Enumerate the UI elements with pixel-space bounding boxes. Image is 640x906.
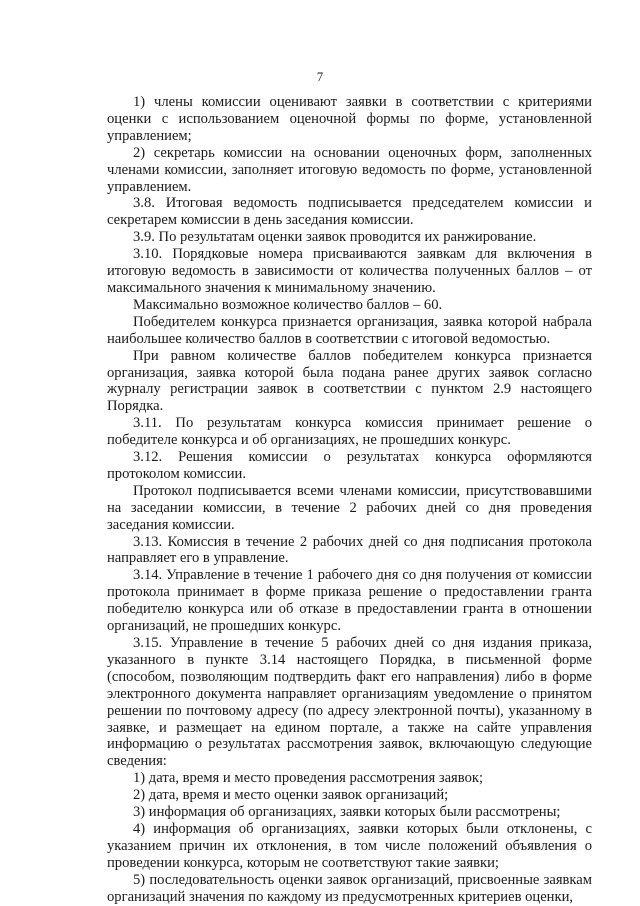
paragraph-equal-score: При равном количестве баллов победителем конкурса признается организация, заявка которой была подана ранее других заявок согласно журналу регистрации заявок в соответствии с пунктом 2.9 настоящего Порядка. xyxy=(107,347,592,415)
list-item-2-evaluation-date: 2) дата, время и место оценки заявок организаций; xyxy=(133,787,449,804)
paragraph-3-15: 3.15. Управление в течение 5 рабочих дней со дня издания приказа, указанного в пункте 3.14 настоящего Порядка, в письменной форме (способом, позволяющим подтвердить факт его направления) либо в форме электронного документа направляет организациям уведомление о принятом решении по почтовому адресу (по адресу электронной почты), указанному в заявке, и размещает на едином портале, а также на сайте управления информацию о результатах рассмотрения заявок, включающую следующие сведения: xyxy=(107,635,592,770)
list-item-1-review-date: 1) дата, время и место проведения рассмотрения заявок; xyxy=(133,770,484,787)
paragraph-3-8: 3.8. Итоговая ведомость подписывается председателем комиссии и секретарем комиссии в день заседания комиссии. xyxy=(107,195,592,229)
paragraph-protocol-signing: Протокол подписывается всеми членами комиссии, присутствовавшими на заседании комиссии, в течение 2 рабочих дней со дня проведения заседания комиссии. xyxy=(107,482,592,533)
paragraph-3-9: 3.9. По результатам оценки заявок проводится их ранжирование. xyxy=(133,229,537,246)
paragraph-3-11: 3.11. По результатам конкурса комиссия принимает решение о победителе конкурса и об организациях, не прошедших конкурс. xyxy=(107,415,592,449)
paragraph-winner: Победителем конкурса признается организация, заявка которой набрала наибольшее количество баллов в соответствии с итоговой ведомостью. xyxy=(107,313,592,347)
paragraph-3-13: 3.13. Комиссия в течение 2 рабочих дней со дня подписания протокола направляет его в управление. xyxy=(107,533,592,567)
page-number: 7 xyxy=(316,70,324,84)
list-item-3-reviewed-orgs: 3) информация об организациях, заявки которых были рассмотрены; xyxy=(133,804,561,821)
paragraph-3-10: 3.10. Порядковые номера присваиваются заявкам для включения в итоговую ведомость в зависимости от количества полученных баллов – от максимального значения к минимальному значению. xyxy=(107,246,592,296)
paragraph-item-1-members: 1) члены комиссии оценивают заявки в соответствии с критериями оценки с использованием оценочной формы по форме, установленной управлением; xyxy=(107,94,592,144)
paragraph-3-14: 3.14. Управление в течение 1 рабочего дня со дня получения от комиссии протокола принимает в форме приказа решение о предоставлении гранта победителю конкурса или об отказе в предоставлении гранта в отношении организаций, не прошедших конкурс. xyxy=(107,567,592,635)
paragraph-3-12: 3.12. Решения комиссии о результатах конкурса оформляются протоколом комиссии. xyxy=(107,449,592,482)
paragraph-item-2-secretary: 2) секретарь комиссии на основании оценочных форм, заполненных членами комиссии, заполняет итоговую ведомость по форме, установленной управлением. xyxy=(107,144,592,195)
list-item-5-evaluation-sequence: 5) последовательность оценки заявок организаций, присвоенные заявкам организаций значения по каждому из предусмотренных критериев оценки, xyxy=(107,871,592,905)
paragraph-max-score: Максимально возможное количество баллов – 60. xyxy=(133,296,443,313)
document-body xyxy=(107,94,592,906)
list-item-4-rejected-orgs: 4) информация об организациях, заявки которых были отклонены, с указанием причин их отклонения, в том числе положений объявления о проведении конкурса, которым не соответствуют такие заявки; xyxy=(107,820,592,871)
